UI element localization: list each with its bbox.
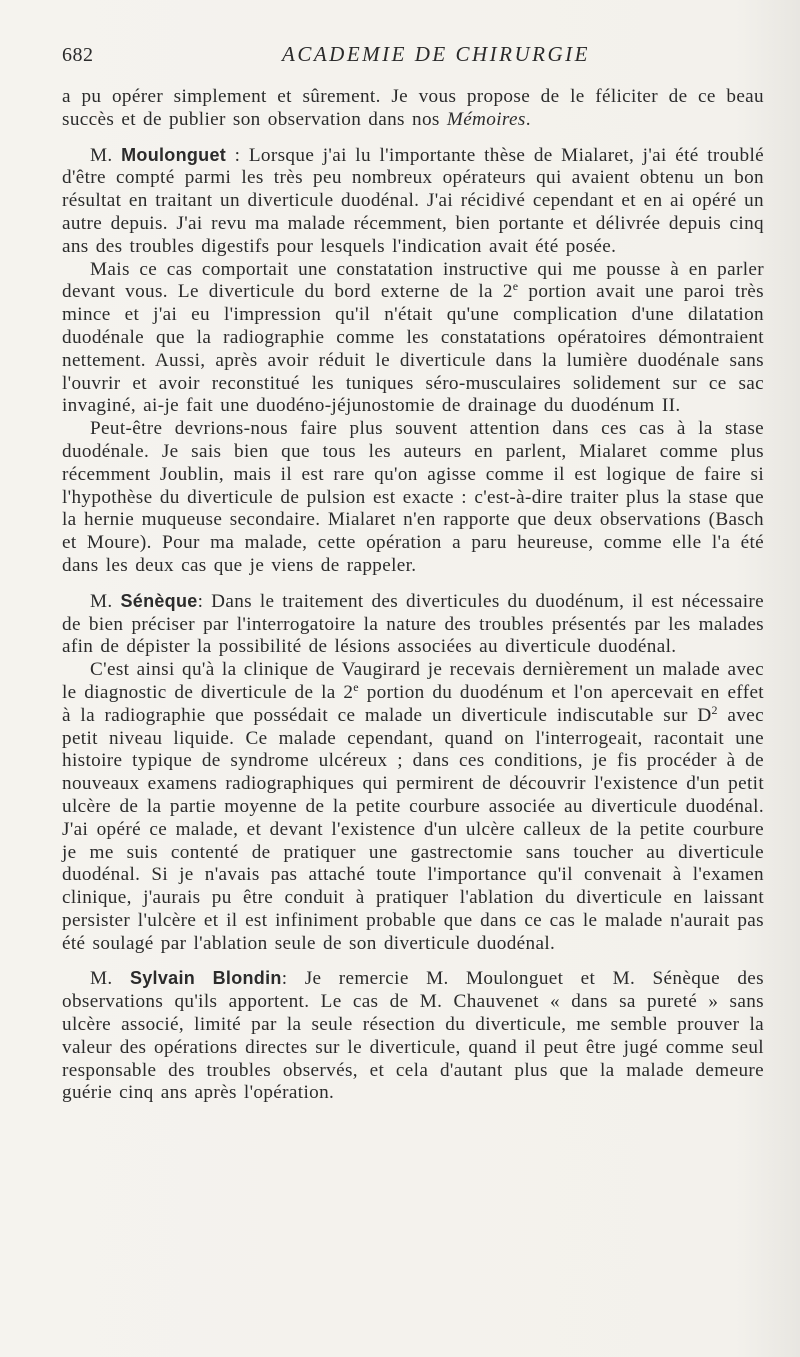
paragraph-text: : Lorsque j'ai lu l'importante thèse de Mialaret, j'ai été troublé d'être compté parmi les très peu nombreux opérateurs qui avaient obtenu un bon résultat en traitant un diverticule duodénal. J'ai récidivé cependant et en ai opéré un autre depuis. J'ai revu ma malade récemment, bien portante et délivrée depuis cinq ans des troubles digestifs pour lesquels l'indication avait été posée. <box>62 144 764 257</box>
paragraph-blondin <box>62 967 764 1105</box>
speaker-name-moulonguet: Moulonguet <box>121 144 227 165</box>
speaker-name-blondin: Sylvain Blondin <box>129 968 282 989</box>
speaker-title: M. <box>90 144 122 166</box>
paragraph-text: : Je remercie M. Moulonguet et M. Sénèque des observations qu'ils apportent. Le cas de M. Chauvenet « dans sa pureté » sans ulcère associé, limité par la seule résection du diverticule, me semble prouver la valeur des opérations directes sur le diverticule, quand il peut être jugé comme seul responsable des troubles observés, et cela d'autant plus que la malade demeure guérie cinq ans après l'opération. <box>62 968 764 1104</box>
paragraph-continuation <box>62 86 764 132</box>
paragraph-text: : Dans le traitement des diverticules du duodénum, il est nécessaire de bien préciser par l'interrogatoire la nature des troubles présentés par les malades afin de dépister la possibilité de lésions associées au diverticule duodénal. <box>62 590 764 658</box>
paragraph-text: a pu opérer simplement et sûrement. Je vous propose de le féliciter de ce beau succès et de publier son observation dans nos <box>62 86 764 130</box>
paragraph-moulonguet-2 <box>62 259 764 419</box>
italic-term: Mémoires <box>446 108 526 130</box>
paragraph-moulonguet <box>62 144 764 259</box>
page-number: 682 <box>62 44 94 66</box>
paragraph-seneque <box>62 590 764 659</box>
superscript: 2 <box>711 702 718 717</box>
speaker-title: M. <box>90 590 121 612</box>
page-header <box>62 42 760 72</box>
superscript: e <box>353 679 359 694</box>
paragraph-text: C'est ainsi qu'à la clinique de Vaugirard je recevais dernièrement un malade avec le diagnostic de diverticule de la 2 <box>62 659 764 703</box>
superscript: e <box>512 279 519 294</box>
running-head: ACADEMIE DE CHIRURGIE <box>282 42 590 66</box>
paragraph-moulonguet-3 <box>62 418 764 578</box>
paragraph-text: avec petit niveau liquide. Ce malade cependant, quand on l'interrogeait, racontait une histoire typique de syndrome ulcéreux ; dans ces conditions, je fis procéder à de nouveaux examens radiographiques qui permirent de découvrir l'existence d'un petit ulcère de la partie moyenne de la petite courbure associée au diverticule duodénal. J'ai opéré ce malade, et devant l'existence d'un ulcère calleux de la petite courbure je me suis contenté de pratiquer une gastrectomie sans toucher au diverticule duodénal. Si je n'avais pas attaché toute l'importance qu'il convenait à l'examen clinique, j'aurais pu être conduit à pratiquer l'ablation du diverticule en laissant persister l'ulcère et il est infiniment probable que dans ce cas le malade n'aurait pas été soulagé par l'ablation seule de son diverticule duodénal. <box>62 704 764 954</box>
paragraph-text: Mais ce cas comportait une constatation instructive qui me pousse à en parler devant vous. Le diverticule du bord externe de la 2 <box>62 258 764 303</box>
page-body <box>62 86 764 1105</box>
paragraph-text: Peut-être devrions-nous faire plus souvent attention dans ces cas à la stase duodénale. Je sais bien que tous les auteurs en parlent, Mialaret comme plus récemment Joublin, mais il est rare qu'on agisse comme il est logique de faire si l'hypothèse du diverticule de pulsion est exacte : c'est-à-dire traiter plus la stase que la hernie muqueuse secondaire. Mialaret n'en rapporte que deux observations (Basch et Moure). Pour ma malade, cette opération a paru heureuse, comme elle l'a été dans les deux cas que je viens de rappeler. <box>62 418 764 576</box>
paragraph-text: portion avait une paroi très mince et j'ai eu l'impression qu'il n'était qu'une complication d'une dilatation duodénale que la radiographie comme les constatations opératoires démontraient nettement. Aussi, après avoir réduit le diverticule dans la lumière duodénale sans l'ouvrir et avoir reconstitué les tuniques séro-musculaires solidement sur ce sac invaginé, ai-je fait une duodéno-jéjunostomie de drainage du duodénum II. <box>62 281 764 417</box>
paragraph-text: portion du duodénum et l'on apercevait en effet à la radiographie que possédait ce malade un diverticule indiscutable sur D <box>62 681 764 726</box>
paragraph-end: . <box>525 108 531 130</box>
paragraph-seneque-2 <box>62 659 764 955</box>
speaker-name-seneque: Sénèque <box>120 590 198 611</box>
speaker-title: M. <box>90 968 130 990</box>
